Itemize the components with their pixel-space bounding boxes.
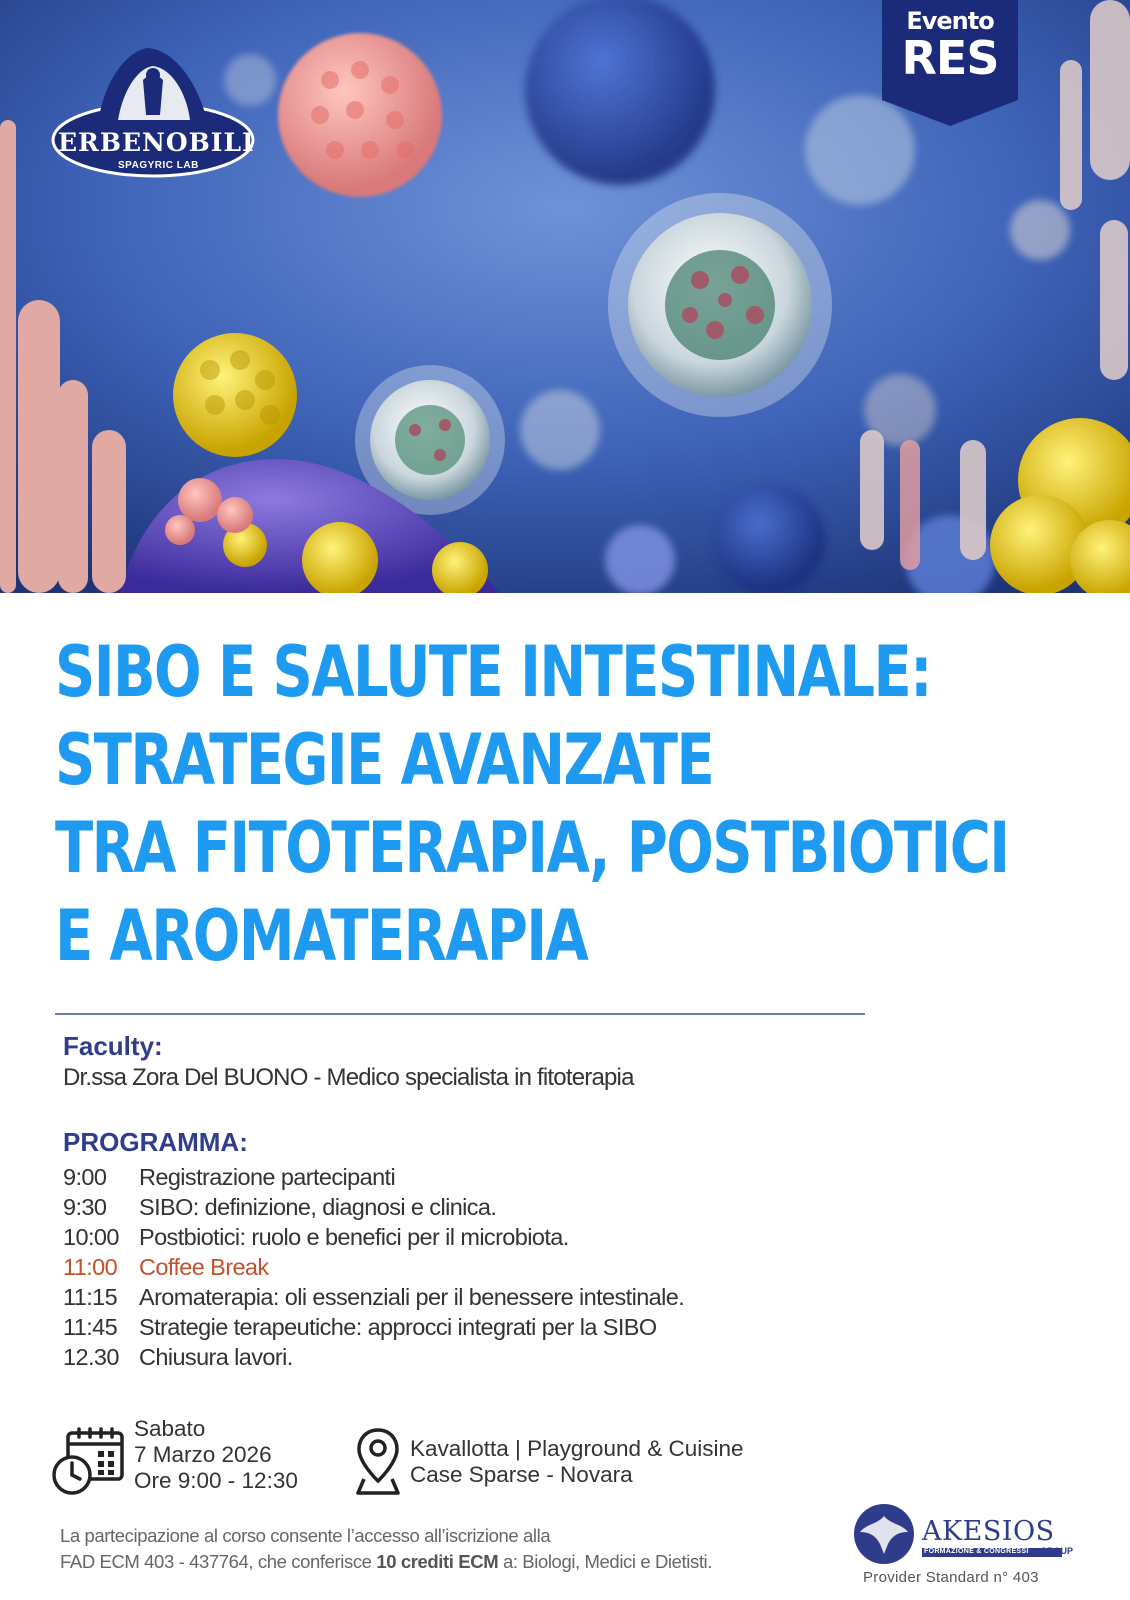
programma-text: Aromaterapia: oli essenziali per il benessere intestinale. — [139, 1284, 685, 1310]
ecm-note-text: FAD ECM 403 - 437764, che conferisce — [60, 1551, 377, 1572]
event-day: Sabato — [134, 1416, 206, 1441]
programma-time: 11:00 — [63, 1254, 118, 1280]
akesios-strip-text: FORMAZIONE & CONGRESSI — [924, 1548, 1029, 1555]
akesios-name: AKESIOS — [922, 1516, 1055, 1547]
ecm-credits: 10 crediti ECM — [376, 1551, 499, 1572]
ecm-note-line-2 — [60, 1549, 712, 1575]
event-date — [134, 1416, 298, 1494]
calendar-clock-icon — [52, 1427, 126, 1497]
programma-text: Strategie terapeutiche: approcci integrati per la SIBO — [139, 1314, 657, 1340]
programma-time: 11:15 — [63, 1284, 118, 1310]
programma-text: Registrazione partecipanti — [139, 1164, 396, 1190]
logo-sub: SPAGYRIC LAB — [118, 160, 199, 171]
programma-item — [63, 1194, 684, 1224]
erbenobili-logo-icon — [48, 40, 258, 180]
programma-item — [63, 1314, 684, 1344]
ecm-note-text: a: Biologi, Medici e Dietisti. — [498, 1551, 713, 1572]
event-hours: Ore 9:00 - 12:30 — [134, 1468, 298, 1493]
evento-res-badge-text — [882, 7, 1018, 85]
programma-item — [63, 1164, 684, 1194]
location-pin-icon — [356, 1427, 400, 1497]
programma-time: 9:00 — [63, 1164, 107, 1190]
faculty-text: Dr.ssa Zora Del BUONO - Medico specialista in fitoterapia — [63, 1064, 634, 1091]
ecm-note — [60, 1523, 712, 1575]
title-divider — [55, 1013, 865, 1015]
location-line-1: Kavallotta | Playground & Cuisine — [410, 1436, 744, 1461]
akesios-logo-icon — [850, 1502, 922, 1566]
programma-time: 12.30 — [63, 1344, 119, 1370]
programma-time: 10:00 — [63, 1224, 119, 1250]
faculty-label: Faculty: — [63, 1031, 163, 1061]
provider-standard: Provider Standard n° 403 — [863, 1569, 1039, 1586]
akesios-group: GROUP — [1040, 1546, 1074, 1556]
programma-label: PROGRAMMA: — [63, 1127, 248, 1157]
event-location — [410, 1436, 744, 1488]
programma-text: Postbiotici: ruolo e benefici per il microbiota. — [139, 1224, 569, 1250]
programma-time: 11:45 — [63, 1314, 118, 1340]
event-title — [55, 628, 1009, 980]
programma-text: Chiusura lavori. — [139, 1344, 293, 1370]
programma-list — [63, 1164, 684, 1374]
programma-item — [63, 1284, 684, 1314]
event-date-value: 7 Marzo 2026 — [134, 1442, 272, 1467]
title-line-3: TRA FITOTERAPIA, POSTBIOTICI — [55, 807, 1009, 889]
location-line-2: Case Sparse - Novara — [410, 1462, 633, 1487]
programma-item-coffee-break — [63, 1254, 684, 1284]
badge-line1: Evento — [906, 7, 994, 35]
programma-text: Coffee Break — [139, 1254, 269, 1280]
title-line-1: SIBO E SALUTE INTESTINALE: — [55, 631, 931, 713]
title-line-2: STRATEGIE AVANZATE — [55, 719, 714, 801]
programma-time: 9:30 — [63, 1194, 107, 1220]
title-line-4: E AROMATERAPIA — [55, 895, 588, 977]
programma-text: SIBO: definizione, diagnosi e clinica. — [139, 1194, 497, 1220]
logo-name: ERBENOBILI — [58, 128, 255, 157]
programma-item — [63, 1344, 684, 1374]
ecm-note-line-1: La partecipazione al corso consente l’accesso all’iscrizione alla — [60, 1525, 551, 1546]
programma-item — [63, 1224, 684, 1254]
badge-line2: RES — [901, 31, 999, 85]
